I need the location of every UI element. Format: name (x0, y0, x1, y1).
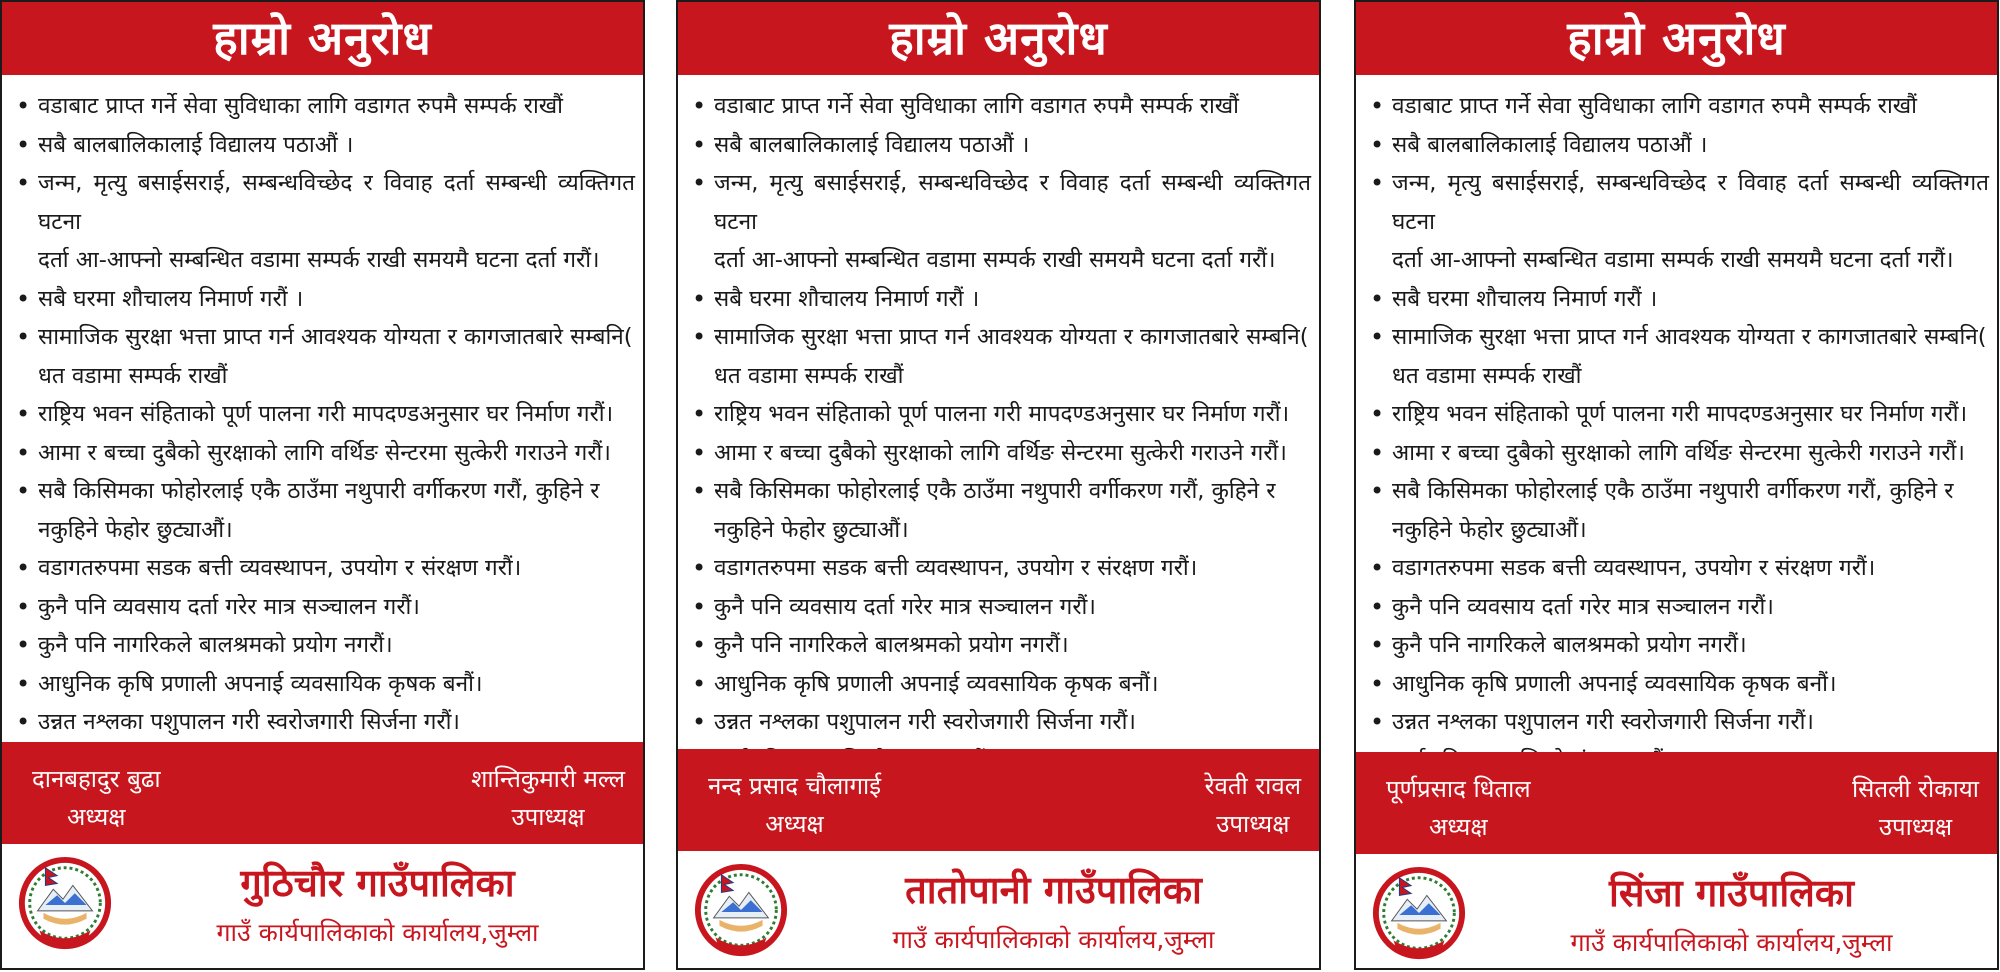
list-item: • वडाबाट प्राप्त गर्ने सेवा सुविधाका लागि वडागत रुपमै सम्पर्क राखौं (690, 87, 1311, 126)
list-item: • राष्ट्रिय भवन संहिताको पूर्ण पालना गरी मापदण्डअनुसार घर निर्माण गरौं। (1368, 395, 1989, 434)
list-item: • आमा र बच्चा दुबैको सुरक्षाको लागि वर्थिङ सेन्टरमा सुत्केरी गराउने गरौं। (14, 434, 635, 473)
list-item: • सामाजिक सुरक्षा भत्ता प्राप्त गर्न आवश्यक योग्यता र कागजातबारे सम्बनि( धत वडामा सम्पर्क राखौं (690, 318, 1311, 395)
list-item: • उन्नत नश्लका पशुपालन गरी स्वरोजगारी सिर्जना गरौं। (14, 703, 635, 742)
list-item: • सबै घरमा शौचालय निमार्ण गरौं । (1368, 280, 1989, 319)
list-item: • सबै किसिमका फोहोरलाई एकै ठाउँमा नथुपारी वर्गीकरण गरौं, कुहिने र नकुहिने फेहोर छुट्याऔं। (1368, 472, 1989, 549)
list-item: • वडागतरुपमा सडक बत्ती व्यवस्थापन, उपयोग र संरक्षण गरौं। (690, 549, 1311, 588)
office-name: गाउँ कार्यपालिकाको कार्यालय,जुम्ला (216, 918, 539, 947)
list-item: • जन्म, मृत्यु बसाईसराई, सम्बन्धविच्छेद र विवाह दर्ता सम्बन्धी व्यक्तिगत घटना दर्ता आ-आफ्नो सम्बन्धित वडामा सम्पर्क राखी समयमै घटना दर्ता गरौं। (14, 164, 635, 280)
notice-panel-tatopani (676, 0, 1321, 970)
chair-block (32, 760, 161, 836)
list-item: • सामाजिक सुरक्षा भत्ता प्राप्त गर्न आवश्यक योग्यता र कागजातबारे सम्बनि( धत वडामा सम्पर्क राखौं (1368, 318, 1989, 395)
footer (1356, 854, 1997, 968)
list-item: • आमा र बच्चा दुबैको सुरक्षाको लागि वर्थिङ सेन्टरमा सुत्केरी गराउने गरौं। (1368, 434, 1989, 473)
list-item: • सबै किसिमका फोहोरलाई एकै ठाउँमा नथुपारी वर्गीकरण गरौं, कुहिने र नकुहिने फेहोर छुट्याऔं। (690, 472, 1311, 549)
vice-chair-block (471, 760, 625, 836)
list-item: • आधुनिक कृषि प्रणाली अपनाई व्यवसायिक कृषक बनौं। (1368, 665, 1989, 704)
list-item: • सबै बालबालिकालाई विद्यालय पठाऔं । (14, 126, 635, 165)
list-item: • वडागतरुपमा सडक बत्ती व्यवस्थापन, उपयोग र संरक्षण गरौं। (14, 549, 635, 588)
vice-chair-block (1205, 767, 1301, 843)
list-item: • सबै किसिमका फोहोरलाई एकै ठाउँमा नथुपारी वर्गीकरण गरौं, कुहिने र नकुहिने फेहोर छुट्याऔं। (14, 472, 635, 549)
vice-chair-name: सितली रोकाया (1851, 775, 1979, 803)
footer (678, 851, 1319, 968)
list-item: • उन्नत नश्लका पशुपालन गरी स्वरोजगारी सिर्जना गरौं। (690, 703, 1311, 742)
list-item: • सबै घरमा शौचालय निमार्ण गरौं । (14, 280, 635, 319)
officials-bar (2, 742, 643, 844)
list-item: • कुनै पनि नागरिकले बालश्रमको प्रयोग नगरौं। (1368, 626, 1989, 665)
panel-title: हाम्रो अनुरोध (678, 2, 1319, 75)
municipality-name: सिंजा गाउँपालिका (1609, 871, 1854, 915)
vice-chair-role: उपाध्यक्ष (511, 803, 585, 831)
vice-chair-block (1852, 770, 1979, 846)
list-item: • कुनै पनि व्यवसाय दर्ता गरेर मात्र सञ्चालन गरौं। (690, 588, 1311, 627)
list-item: • आधुनिक कृषि प्रणाली अपनाई व्यवसायिक कृषक बनौं। (14, 665, 635, 704)
list-item: • राष्ट्रिय भवन संहिताको पूर्ण पालना गरी मापदण्डअनुसार घर निर्माण गरौं। (14, 395, 635, 434)
nepal-government-emblem-icon (16, 852, 114, 958)
nepal-government-emblem-icon (1370, 862, 1468, 968)
list-item: • जन्म, मृत्यु बसाईसराई, सम्बन्धविच्छेद र विवाह दर्ता सम्बन्धी व्यक्तिगत घटना दर्ता आ-आफ्नो सम्बन्धित वडामा सम्पर्क राखी समयमै घटना दर्ता गरौं। (690, 164, 1311, 280)
chair-role: अध्यक्ष (1429, 813, 1488, 841)
chair-name: पूर्णप्रसाद धिताल (1386, 775, 1531, 803)
list-item: • सबै बालबालिकालाई विद्यालय पठाऔं । (1368, 126, 1989, 165)
vice-chair-role: उपाध्यक्ष (1216, 810, 1290, 838)
list-item: • सबै घरमा शौचालय निमार्ण गरौं । (690, 280, 1311, 319)
notice-panel-gutthichaur (0, 0, 645, 970)
chair-role: अध्यक्ष (67, 803, 126, 831)
footer (2, 844, 643, 968)
request-list (678, 75, 1319, 780)
list-item: • उन्नत नश्लका पशुपालन गरी स्वरोजगारी सिर्जना गरौं। (1368, 703, 1989, 742)
list-item: • कुनै पनि व्यवसाय दर्ता गरेर मात्र सञ्चालन गरौं। (14, 588, 635, 627)
list-item: • आधुनिक कृषि प्रणाली अपनाई व्यवसायिक कृषक बनौं। (690, 665, 1311, 704)
list-item: • कुनै पनि नागरिकले बालश्रमको प्रयोग नगरौं। (14, 626, 635, 665)
chair-name: नन्द प्रसाद चौलागाई (708, 772, 882, 800)
vice-chair-name: शान्तिकुमारी मल्ल (471, 765, 625, 793)
list-item: • वडागतरुपमा सडक बत्ती व्यवस्थापन, उपयोग र संरक्षण गरौं। (1368, 549, 1989, 588)
list-item: • वडाबाट प्राप्त गर्ने सेवा सुविधाका लागि वडागत रुपमै सम्पर्क राखौं (14, 87, 635, 126)
vice-chair-role: उपाध्यक्ष (1878, 813, 1953, 841)
list-item: • कुनै पनि व्यवसाय दर्ता गरेर मात्र सञ्चालन गरौं। (1368, 588, 1989, 627)
list-item: • कुनै पनि नागरिकले बालश्रमको प्रयोग नगरौं। (690, 626, 1311, 665)
nepal-government-emblem-icon (692, 859, 790, 965)
panel-title: हाम्रो अनुरोध (2, 2, 643, 75)
list-item: • जन्म, मृत्यु बसाईसराई, सम्बन्धविच्छेद र विवाह दर्ता सम्बन्धी व्यक्तिगत घटना दर्ता आ-आफ्नो सम्बन्धित वडामा सम्पर्क राखी समयमै घटना दर्ता गरौं। (1368, 164, 1989, 280)
vice-chair-name: रेवती रावल (1204, 772, 1301, 800)
list-item: • सामाजिक सुरक्षा भत्ता प्राप्त गर्न आवश्यक योग्यता र कागजातबारे सम्बनि( धत वडामा सम्पर्क राखौं (14, 318, 635, 395)
list-item: • राष्ट्रिय भवन संहिताको पूर्ण पालना गरी मापदण्डअनुसार घर निर्माण गरौं। (690, 395, 1311, 434)
municipality-name: गुठिचौर गाउँपालिका (240, 861, 515, 905)
office-name: गाउँ कार्यपालिकाको कार्यालय,जुम्ला (892, 925, 1215, 954)
officials-bar (678, 749, 1319, 851)
chair-name: दानबहादुर बुढा (32, 765, 161, 793)
chair-block (708, 767, 881, 843)
list-item: • वडाबाट प्राप्त गर्ने सेवा सुविधाका लागि वडागत रुपमै सम्पर्क राखौं (1368, 87, 1989, 126)
request-list (1356, 75, 1997, 780)
request-list (2, 75, 643, 780)
panel-title: हाम्रो अनुरोध (1356, 2, 1997, 75)
chair-block (1386, 770, 1531, 846)
municipality-name: तातोपानी गाउँपालिका (905, 868, 1202, 912)
office-name: गाउँ कार्यपालिकाको कार्यालय,जुम्ला (1570, 928, 1893, 957)
notice-panel-sinja (1354, 0, 1999, 970)
list-item: • आमा र बच्चा दुबैको सुरक्षाको लागि वर्थिङ सेन्टरमा सुत्केरी गराउने गरौं। (690, 434, 1311, 473)
chair-role: अध्यक्ष (765, 810, 824, 838)
list-item: • सबै बालबालिकालाई विद्यालय पठाऔं । (690, 126, 1311, 165)
officials-bar (1356, 752, 1997, 854)
